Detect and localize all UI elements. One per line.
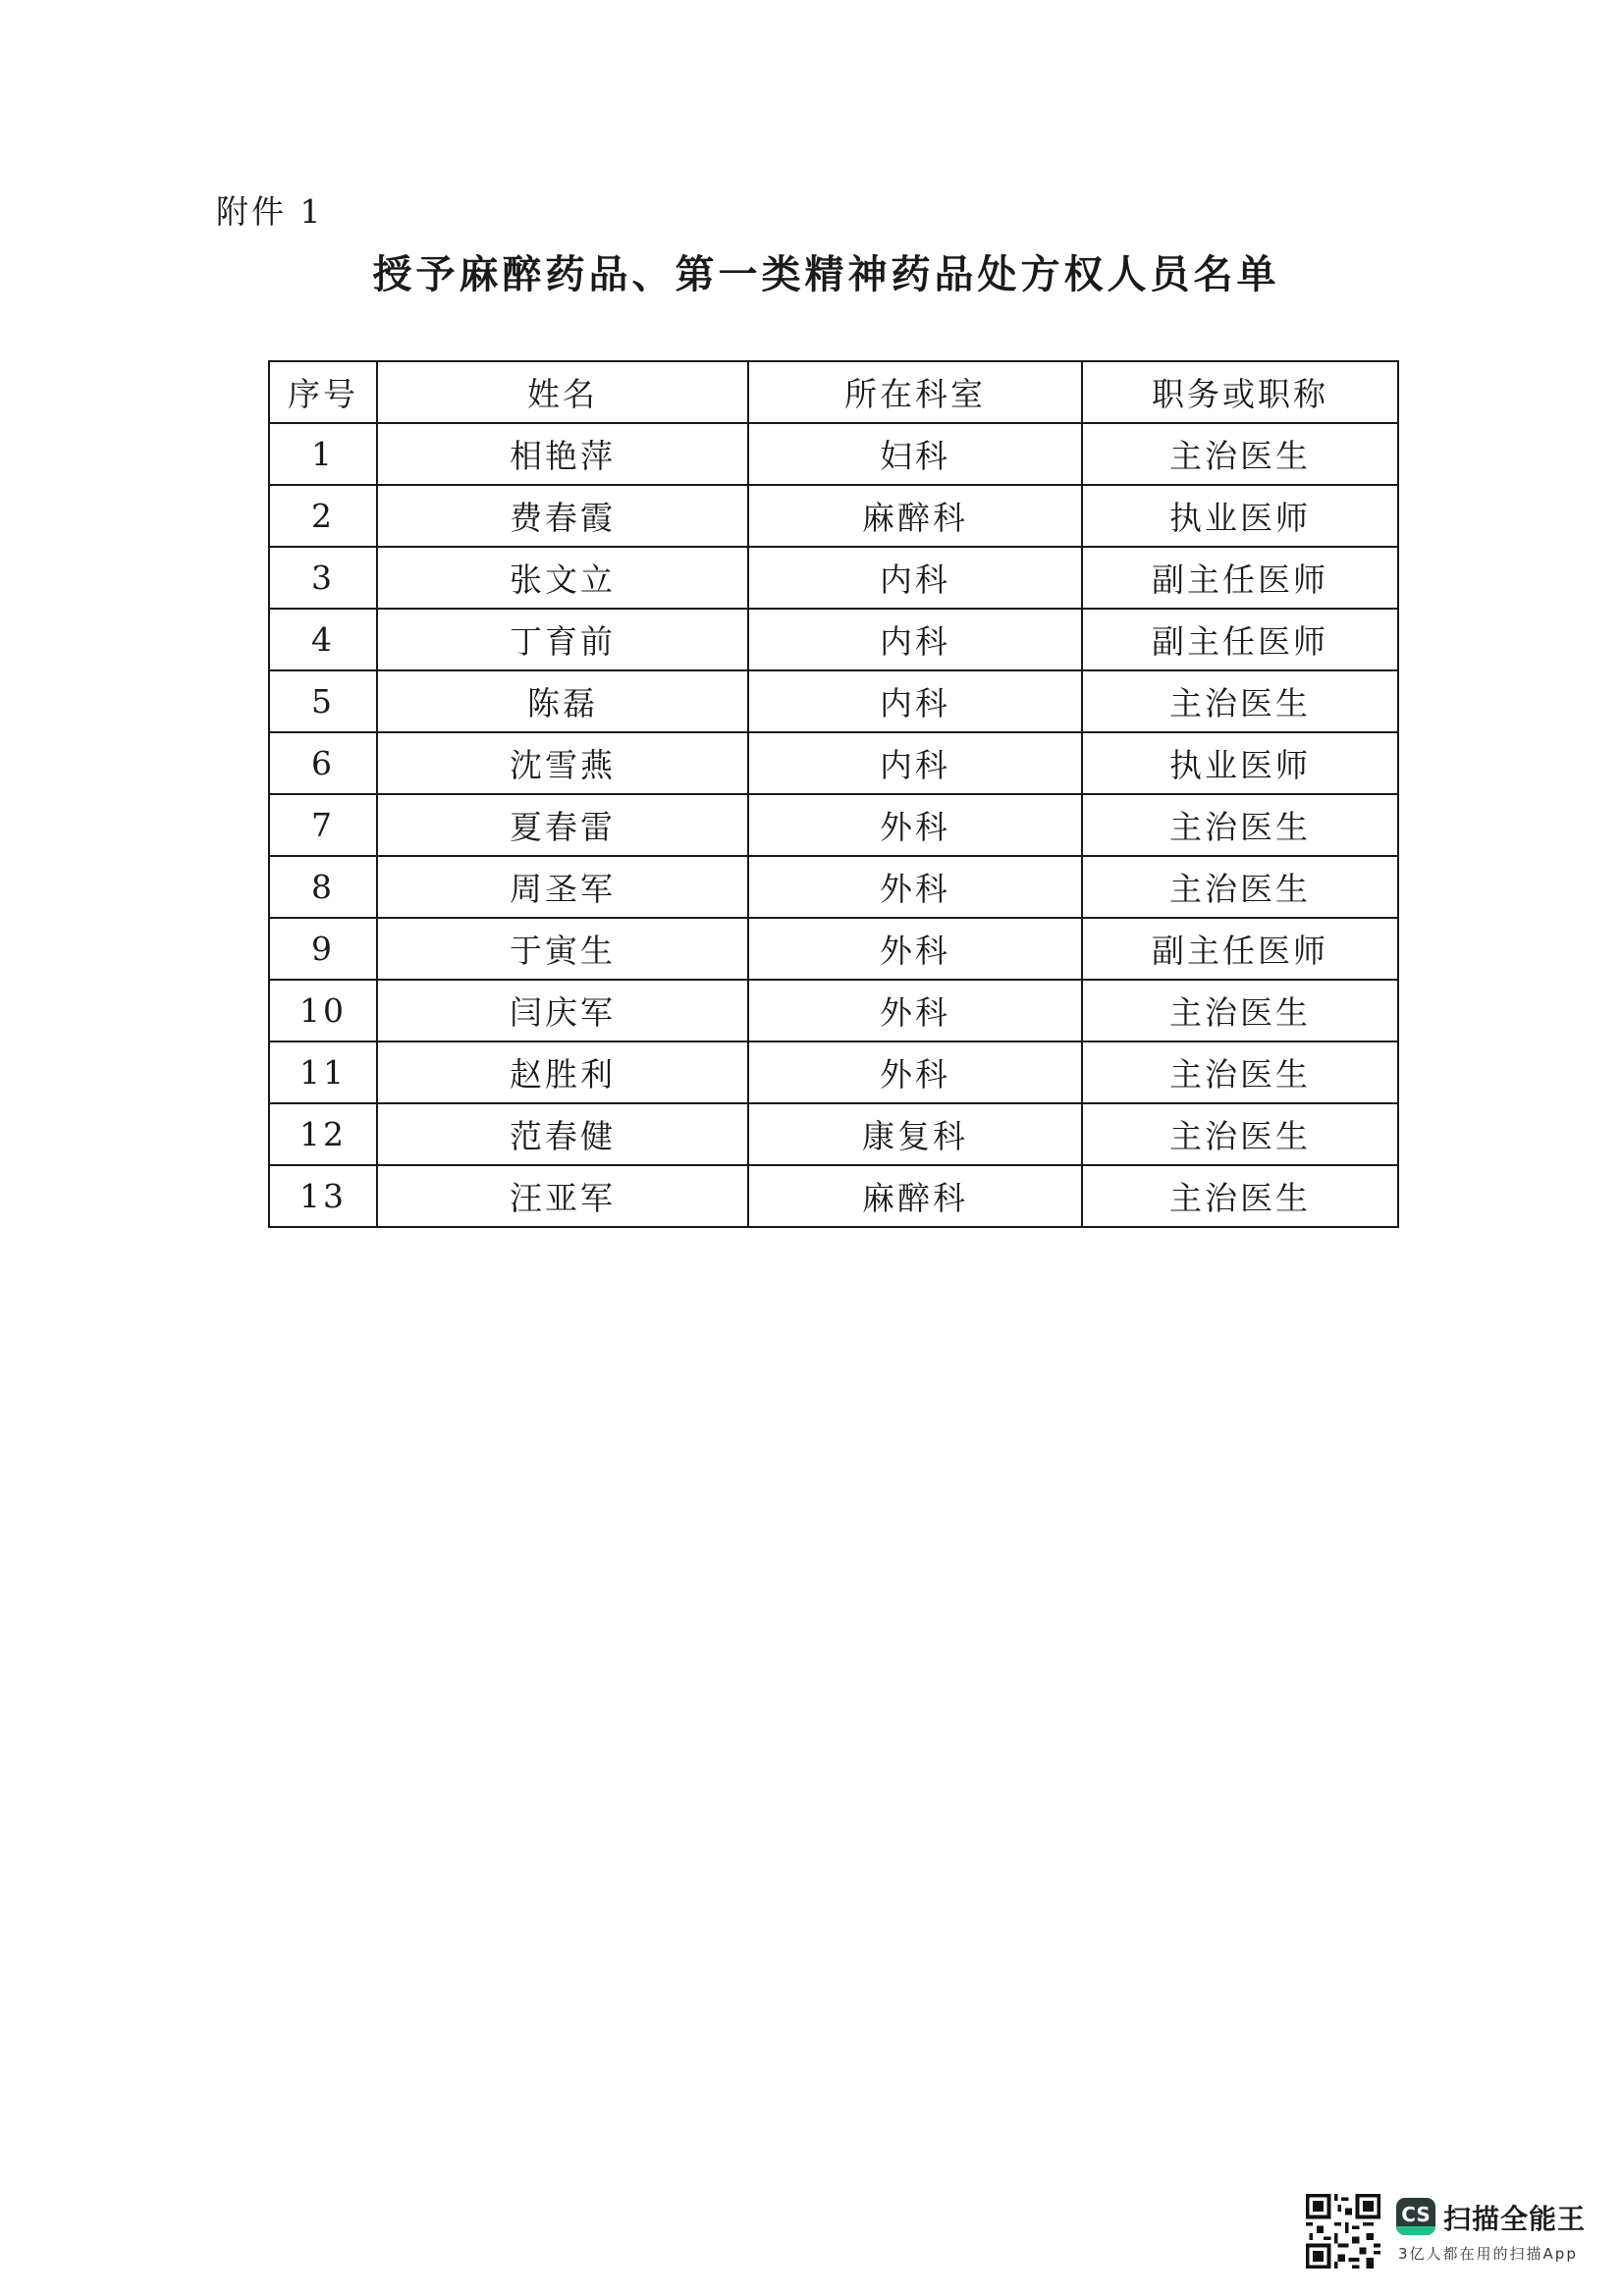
- cell-department: 内科: [748, 609, 1082, 670]
- table-row: [269, 609, 1398, 670]
- table-row: [269, 918, 1398, 980]
- cell-title: 副主任医师: [1082, 547, 1398, 609]
- document-title: 授予麻醉药品、第一类精神药品处方权人员名单: [372, 251, 1280, 297]
- cell-name: 汪亚军: [377, 1165, 748, 1227]
- header-name: 姓名: [377, 361, 748, 423]
- cell-serial: 1: [269, 423, 377, 485]
- cell-name: 周圣军: [377, 856, 748, 918]
- cell-serial: 5: [269, 670, 377, 732]
- cell-title: 主治医生: [1082, 856, 1398, 918]
- cell-name: 沈雪燕: [377, 732, 748, 794]
- cell-name: 闫庆军: [377, 980, 748, 1041]
- cell-name: 于寅生: [377, 918, 748, 980]
- app-name: 扫描全能王: [1443, 2203, 1587, 2235]
- cell-title: 执业医师: [1082, 485, 1398, 547]
- app-slogan: 3亿人都在用的扫描App: [1398, 2245, 1578, 2263]
- cell-title: 主治医生: [1082, 980, 1398, 1041]
- table-row: [269, 423, 1398, 485]
- header-department: 所在科室: [748, 361, 1082, 423]
- cell-name: 相艳萍: [377, 423, 748, 485]
- cell-serial: 10: [269, 980, 377, 1041]
- table-row: [269, 794, 1398, 856]
- cell-title: 主治医生: [1082, 423, 1398, 485]
- cell-name: 费春霞: [377, 485, 748, 547]
- scanner-watermark: [1306, 2194, 1600, 2272]
- cell-department: 外科: [748, 856, 1082, 918]
- table-row: [269, 1041, 1398, 1103]
- header-title: 职务或职称: [1082, 361, 1398, 423]
- cell-name: 赵胜利: [377, 1041, 748, 1103]
- cell-name: 陈磊: [377, 670, 748, 732]
- cell-department: 内科: [748, 547, 1082, 609]
- cell-serial: 4: [269, 609, 377, 670]
- cell-serial: 13: [269, 1165, 377, 1227]
- cell-serial: 8: [269, 856, 377, 918]
- personnel-table: [268, 360, 1399, 1228]
- attachment-label: 附件 1: [216, 192, 324, 231]
- table-row: [269, 1165, 1398, 1227]
- cell-serial: 6: [269, 732, 377, 794]
- cell-department: 麻醉科: [748, 1165, 1082, 1227]
- cell-name: 张文立: [377, 547, 748, 609]
- cell-title: 主治医生: [1082, 670, 1398, 732]
- cell-serial: 3: [269, 547, 377, 609]
- table-row: [269, 670, 1398, 732]
- cell-serial: 9: [269, 918, 377, 980]
- cell-title: 主治医生: [1082, 794, 1398, 856]
- cell-department: 妇科: [748, 423, 1082, 485]
- cell-serial: 7: [269, 794, 377, 856]
- cell-department: 内科: [748, 732, 1082, 794]
- cell-name: 范春健: [377, 1103, 748, 1165]
- table-row: [269, 980, 1398, 1041]
- cell-department: 外科: [748, 918, 1082, 980]
- cell-serial: 12: [269, 1103, 377, 1165]
- table-row: [269, 856, 1398, 918]
- cell-title: 主治医生: [1082, 1041, 1398, 1103]
- table-row: [269, 485, 1398, 547]
- cell-title: 执业医师: [1082, 732, 1398, 794]
- cell-department: 康复科: [748, 1103, 1082, 1165]
- cell-name: 夏春雷: [377, 794, 748, 856]
- cell-serial: 11: [269, 1041, 377, 1103]
- cell-title: 副主任医师: [1082, 609, 1398, 670]
- cell-department: 内科: [748, 670, 1082, 732]
- cell-department: 外科: [748, 794, 1082, 856]
- cell-department: 麻醉科: [748, 485, 1082, 547]
- header-serial: 序号: [269, 361, 377, 423]
- cell-title: 副主任医师: [1082, 918, 1398, 980]
- logo-text: CS: [1401, 2203, 1431, 2226]
- table-header-row: [269, 361, 1398, 423]
- camscanner-logo-icon: [1396, 2198, 1435, 2235]
- table-row: [269, 1103, 1398, 1165]
- cell-name: 丁育前: [377, 609, 748, 670]
- cell-department: 外科: [748, 980, 1082, 1041]
- qr-code-icon: [1306, 2194, 1380, 2269]
- cell-title: 主治医生: [1082, 1103, 1398, 1165]
- cell-serial: 2: [269, 485, 377, 547]
- table-row: [269, 732, 1398, 794]
- cell-department: 外科: [748, 1041, 1082, 1103]
- cell-title: 主治医生: [1082, 1165, 1398, 1227]
- table-row: [269, 547, 1398, 609]
